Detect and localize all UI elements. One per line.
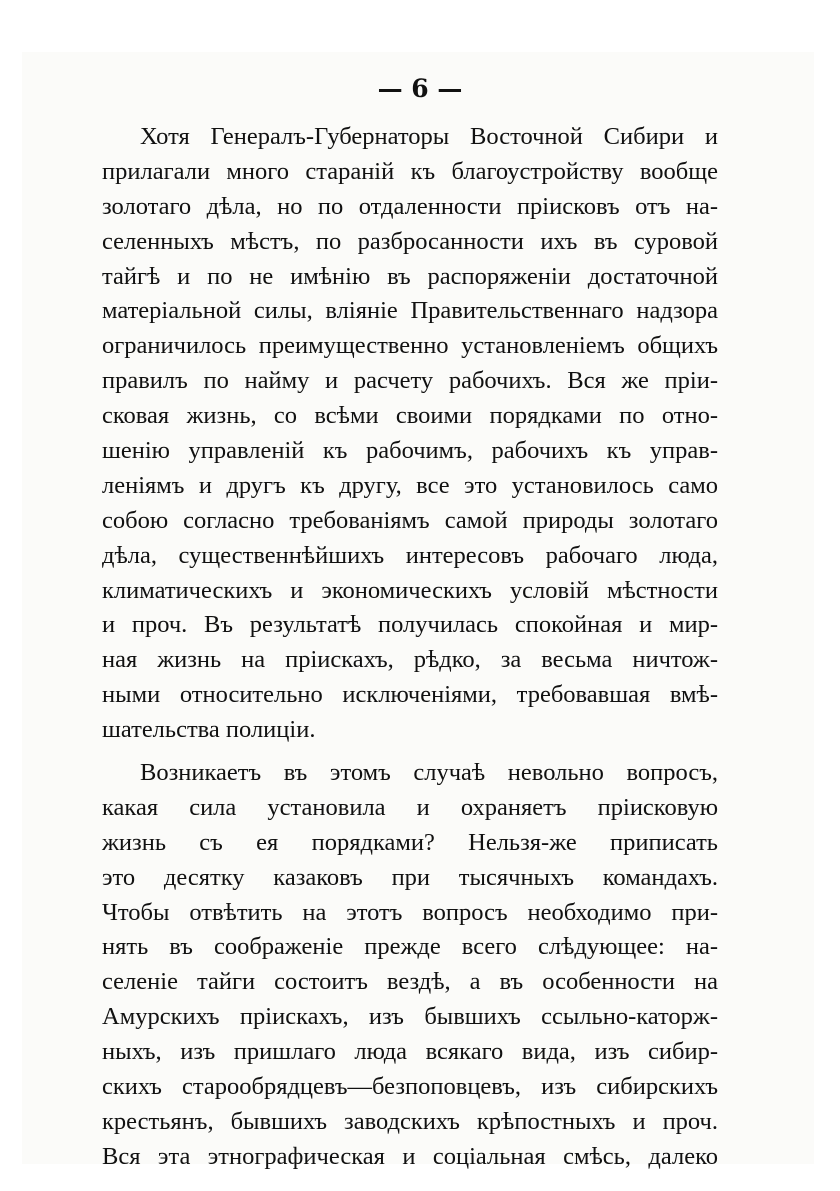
text-line: нять въ соображеніе прежде всего слѣдующее: на- [102, 933, 718, 961]
paragraph-gap [102, 748, 718, 756]
body-text [102, 120, 718, 1175]
paragraph-1 [102, 120, 718, 748]
text-line: тайгѣ и по не имѣнію въ распоряженіи достаточной [102, 262, 718, 290]
text-line: собою согласно требованіямъ самой природы золотаго [102, 506, 718, 534]
text-line: селеніе тайги состоитъ вездѣ, а въ особенности на [102, 968, 718, 996]
text-line: и проч. Въ результатѣ получилась спокойная и мир- [102, 611, 718, 639]
text-line: прилагали много стараній къ благоустройству вообще [102, 157, 718, 185]
page-number: — 6 — [377, 74, 463, 103]
text-line: селенныхъ мѣстъ, по разбросанности ихъ въ суровой [102, 227, 718, 255]
text-line: это десятку казаковъ при тысячныхъ командахъ. [102, 863, 718, 891]
text-line: какая сила установила и охраняетъ пріисковую [102, 793, 718, 821]
text-line: сковая жизнь, со всѣми своими порядками по отно- [102, 402, 718, 430]
text-line: дѣла, существеннѣйшихъ интересовъ рабочаго люда, [102, 541, 718, 569]
text-line: Хотя Генералъ-Губернаторы Восточной Сибири и [140, 123, 718, 150]
text-line: Амурскихъ пріискахъ, изъ бывшихъ ссыльно-каторж- [102, 1003, 718, 1031]
text-line: шательства полиціи. [102, 716, 316, 744]
text-line: ными относительно исключеніями, требовавшая вмѣ- [102, 681, 718, 709]
text-line: скихъ старообрядцевъ—безпоповцевъ, изъ сибирскихъ [102, 1073, 718, 1101]
text-line: климатическихъ и экономическихъ условій мѣстности [102, 576, 718, 604]
text-line: леніямъ и другъ къ другу, все это установилось само [102, 471, 718, 499]
text-line: ограничилось преимущественно установленіемъ общихъ [102, 332, 718, 360]
text-line: Вся эта этнографическая и соціальная смѣсь, далеко [102, 1142, 718, 1170]
text-line: Чтобы отвѣтить на этотъ вопросъ необходимо при- [102, 898, 718, 926]
text-line: ныхъ, изъ пришлаго люда всякаго вида, изъ сибир- [102, 1038, 718, 1066]
text-line: жизнь съ ея порядками? Нельзя-же приписать [102, 828, 718, 856]
text-line: матеріальной силы, вліяніе Правительственнаго надзора [102, 297, 718, 325]
text-line: Возникаетъ въ этомъ случаѣ невольно вопросъ, [140, 759, 718, 787]
text-line: шенію управленій къ рабочимъ, рабочихъ къ управ- [102, 437, 718, 465]
text-line: правилъ по найму и расчету рабочихъ. Вся же пріи- [102, 367, 718, 395]
text-line: ная жизнь на пріискахъ, рѣдко, за весьма ничтож- [102, 646, 718, 674]
text-line: крестьянъ, бывшихъ заводскихъ крѣпостныхъ и проч. [102, 1107, 718, 1135]
text-line: золотаго дѣла, но по отдаленности пріисковъ отъ на- [102, 192, 718, 220]
paragraph-2 [102, 756, 718, 1175]
